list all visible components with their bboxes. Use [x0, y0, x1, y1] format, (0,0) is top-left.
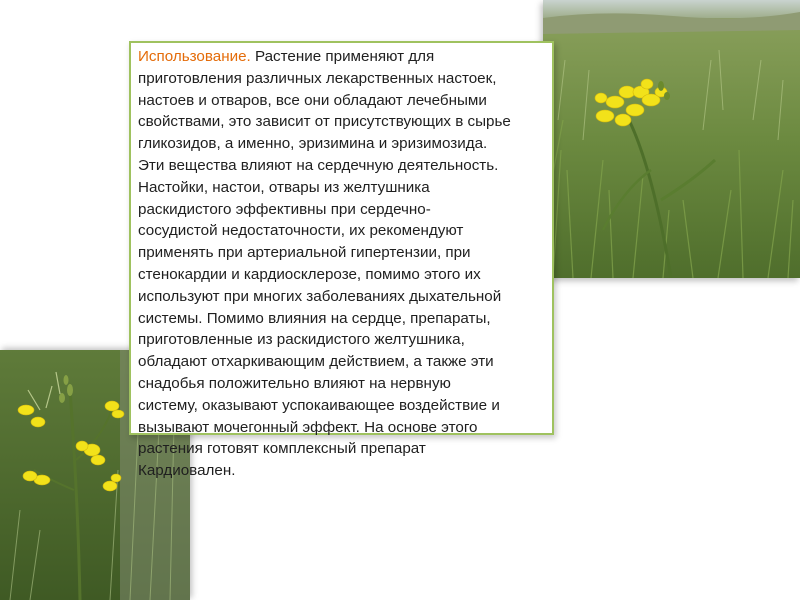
- text-line: свойствами, это зависит от присутствующих в сырье: [138, 113, 511, 131]
- text-line: гликозидов, а именно, эризимина и эризимозида.: [138, 135, 488, 153]
- plant-photo-top: [543, 0, 800, 278]
- text-line: систему, оказывают успокаивающее воздействие и: [138, 396, 500, 414]
- text-line-1-rest: Растение применяют для: [250, 48, 435, 65]
- text-line: Эти вещества влияют на сердечную деятельность.: [138, 156, 499, 174]
- text-line: сосудистой недостаточности, их рекомендуют: [138, 222, 464, 240]
- description-text: [138, 46, 578, 482]
- text-line: стенокардии и кардиосклерозе, помимо этого их: [138, 265, 481, 283]
- text-line: снадобья положительно влияют на нервную: [138, 374, 451, 392]
- text-line: Кардиовален.: [138, 462, 236, 480]
- text-line: раскидистого эффективны при сердечно-: [138, 200, 431, 218]
- section-heading: Использование.: [138, 48, 251, 65]
- text-line: вызывают мочегонный эффект. На основе этого: [138, 418, 478, 436]
- text-line: растения готовят комплексный препарат: [138, 440, 426, 458]
- text-line: приготовленные из раскидистого желтушника,: [138, 331, 465, 349]
- text-line: обладают отхаркивающим действием, а также эти: [138, 353, 494, 371]
- text-line: используют при многих заболеваниях дыхательной: [138, 287, 502, 305]
- text-line: системы. Помимо влияния на сердце, препараты,: [138, 309, 491, 327]
- text-line: настоев и отваров, все они обладают лечебными: [138, 91, 487, 109]
- text-line: приготовления различных лекарственных настоек,: [138, 69, 497, 87]
- text-line-1: [138, 46, 578, 68]
- text-line: применять при артериальной гипертензии, при: [138, 244, 471, 262]
- text-line: Настойки, настои, отвары из желтушника: [138, 178, 430, 196]
